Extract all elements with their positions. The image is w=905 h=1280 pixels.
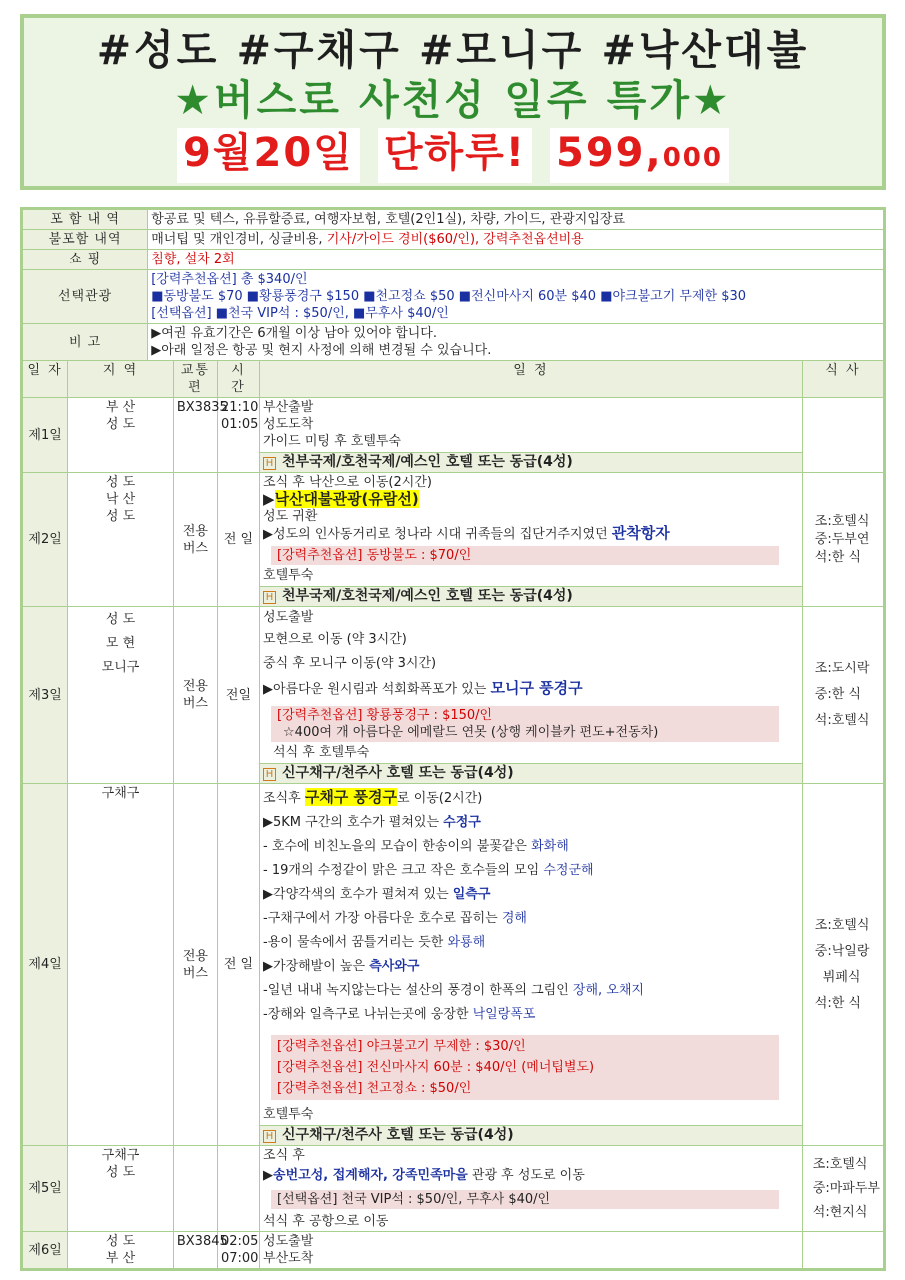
itinerary-table — [20, 207, 886, 1271]
day-transport: BX3845 — [173, 1232, 217, 1270]
day-label: 제3일 — [22, 607, 68, 784]
day-time: 02:05 07:00 — [217, 1232, 259, 1270]
promo-header — [20, 14, 886, 190]
col-schedule: 일 정 — [260, 361, 803, 398]
included-text: 항공료 및 텍스, 유류할증료, 여행자보험, 호텔(2인1실), 차량, 가이드, 관광지입장료 — [148, 209, 885, 230]
included-row — [22, 209, 885, 230]
option-box: [강력추천옵션] 야크불고기 무제한 : $30/인 [강력추천옵션] 전신마사지 60분 : $40/인 (메너팁별도) [강력추천옵션] 천고정쇼 : $50/인 — [271, 1035, 779, 1100]
day-transport: 전용버스 — [173, 473, 217, 607]
col-day: 일 자 — [22, 361, 68, 398]
day-region: 성 도 낙 산 성 도 — [68, 473, 174, 607]
day-label: 제6일 — [22, 1232, 68, 1270]
day-region: 성 도 모 현 모니구 — [68, 607, 174, 784]
day-4-row — [22, 784, 885, 1146]
hotel-icon: H — [263, 457, 276, 470]
shopping-label: 쇼 핑 — [22, 250, 148, 270]
day-schedule: 조식 후 ▶송번고성, 접계해자, 강족민족마을 관광 후 성도로 이동 [선택옵션] 천국 VIP석 : $50/인, 무후사 $40/인 석식 후 공항으로 이동 — [260, 1146, 803, 1232]
hotel-line: H 신구채구/천주사 호텔 또는 동급(4성) — [260, 1125, 802, 1145]
hotel-line: H 천부국제/호천국제/예스인 호텔 또는 동급(4성) — [260, 452, 802, 472]
day-label: 제5일 — [22, 1146, 68, 1232]
col-time: 시 간 — [217, 361, 259, 398]
hotel-icon: H — [263, 1130, 276, 1143]
day-time: 전일 — [217, 607, 259, 784]
day-3-row — [22, 607, 885, 784]
day-time: 전 일 — [217, 473, 259, 607]
day-region: 성 도 부 산 — [68, 1232, 174, 1270]
included-label: 포 함 내 역 — [22, 209, 148, 230]
day-meal — [802, 1232, 884, 1270]
hashtag-title: #성도 #구채구 #모니구 #낙산대불 — [96, 26, 810, 74]
day-region: 구채구 성 도 — [68, 1146, 174, 1232]
shopping-row — [22, 250, 885, 270]
note-label: 비 고 — [22, 324, 148, 361]
day-time: 전 일 — [217, 784, 259, 1146]
day-schedule: 부산출발 성도도착 가이드 미팅 후 호텔투숙 H 천부국제/호천국제/예스인 호텔 또는 동급(4성) — [260, 398, 803, 473]
day-meal — [802, 398, 884, 473]
highlight-attraction: 구채구 풍경구 — [304, 788, 397, 806]
day-region: 부 산 성 도 — [68, 398, 174, 473]
day-6-row — [22, 1232, 885, 1270]
excluded-text: 매너팁 및 개인경비, 싱글비용, 기사/가이드 경비($60/인), 강력추천옵션비용 — [148, 230, 885, 250]
hotel-icon: H — [263, 591, 276, 604]
day-transport: BX3835 — [173, 398, 217, 473]
day-label: 제2일 — [22, 473, 68, 607]
hotel-line: H 천부국제/호천국제/예스인 호텔 또는 동급(4성) — [260, 586, 802, 606]
note-text: ▶여권 유효기간은 6개월 이상 남아 있어야 합니다. ▶아래 일정은 항공 및 현지 사정에 의해 변경될 수 있습니다. — [148, 324, 885, 361]
column-header-row — [22, 361, 885, 398]
day-schedule: 조식 후 낙산으로 이동(2시간) ▶낙산대불관광(유람선) 성도 귀환 ▶성도의 인사동거리로 청나라 시대 귀족들의 집단거주지였던 관착항자 [강력추천옵션] 동방불도 : $70/인 호텔투숙 H 천부국제/호천국제/예스인 호텔 또는 동급(4성) — [260, 473, 803, 607]
day-schedule: 성도출발 모현으로 이동 (약 3시간) 중식 후 모니구 이동(약 3시간) ▶아름다운 원시림과 석회화폭포가 있는 모니구 풍경구 [강력추천옵션] 황룡풍경구 : $150/인 ☆400여 개 아름다운 에메랄드 연못 (상행 케이블카 편도+전동차) 석식 후 호텔투숙 H 신구채구/천주사 호텔 또는 동급(4성) — [260, 607, 803, 784]
day-region: 구채구 — [68, 784, 174, 1146]
day-schedule: 조식후 구채구 풍경구로 이동(2시간) ▶5KM 구간의 호수가 펼쳐있는 수정구 - 호수에 비친노을의 모습이 한송이의 불꽃같은 화화해 - 19개의 수정같이 맑은 크고 작은 호수들의 모임 수정군해 ▶각양각색의 호수가 펼쳐져 있는 일측구 -구채구에서 가장 아름다운 호수로 꼽히는 경해 -용이 물속에서 꿈틀거리는 듯한 와룡해 ▶가장해발이 높은 측사와구 -일년 내내 녹지않는다는 설산의 풍경이 한폭의 그림인 장해, 오채지 -장해와 일측구로 나뉘는곳에 웅장한 낙일랑폭포 [강력추천옵션] 야크불고기 무제한 : $30/인 [강력추천옵션] 전신마사지 60분 : $40/인 (메너팁별도) [강력추천옵션] 천고정쇼 : $50/인 호텔투숙 H 신구채구/천주사 호텔 또는 동급(4성) — [260, 784, 803, 1146]
day-transport: 전용버스 — [173, 607, 217, 784]
day-label: 제4일 — [22, 784, 68, 1146]
shopping-text: 침향, 설차 2회 — [148, 250, 885, 270]
col-transport: 교통편 — [173, 361, 217, 398]
excluded-label: 불포함 내역 — [22, 230, 148, 250]
day-2-row — [22, 473, 885, 607]
day-meal: 조:호텔식 중:낙일랑 뷔페식 석:한 식 — [802, 784, 884, 1146]
highlight-attraction: 낙산대불관광(유람선) — [274, 490, 419, 508]
optional-text: [강력추천옵션] 총 $340/인 ■동방불도 $70 ■황룡풍경구 $150 ■천고정쇼 $50 ■전신마사지 60분 $40 ■야크불고기 무제한 $30 [선택옵션] ■천국 VIP석 : $50/인, ■무후사 $40/인 — [148, 270, 885, 324]
day-time: 21:10 01:05 — [217, 398, 259, 473]
day-transport — [173, 1146, 217, 1232]
price-line — [24, 128, 882, 183]
departure-date: 9월20일 — [177, 128, 360, 183]
day-meal: 조:호텔식 중:두부연 석:한 식 — [802, 473, 884, 607]
option-box: [강력추천옵션] 동방불도 : $70/인 — [271, 546, 779, 565]
col-meal: 식 사 — [802, 361, 884, 398]
price: 599,000 — [550, 128, 729, 183]
day-meal: 조:도시락 중:한 식 석:호텔식 — [802, 607, 884, 784]
option-box: [강력추천옵션] 황룡풍경구 : $150/인 ☆400여 개 아름다운 에메랄드 연못 (상행 케이블카 편도+전동차) — [271, 706, 779, 742]
excluded-row — [22, 230, 885, 250]
day-transport: 전용버스 — [173, 784, 217, 1146]
day-time — [217, 1146, 259, 1232]
one-day-label: 단하루! — [378, 128, 532, 183]
optional-tour-row — [22, 270, 885, 324]
note-row — [22, 324, 885, 361]
hotel-line: H 신구채구/천주사 호텔 또는 동급(4성) — [260, 763, 802, 783]
option-box: [선택옵션] 천국 VIP석 : $50/인, 무후사 $40/인 — [271, 1190, 779, 1209]
day-5-row — [22, 1146, 885, 1232]
hotel-icon: H — [263, 768, 276, 781]
day-label: 제1일 — [22, 398, 68, 473]
col-region: 지 역 — [68, 361, 174, 398]
day-1-row — [22, 398, 885, 473]
tour-title: ★버스로 사천성 일주 특가★ — [174, 76, 732, 124]
day-meal: 조:호텔식 중:마파두부 석:현지식 — [802, 1146, 884, 1232]
optional-label: 선택관광 — [22, 270, 148, 324]
day-schedule: 성도출발 부산도착 — [260, 1232, 803, 1270]
